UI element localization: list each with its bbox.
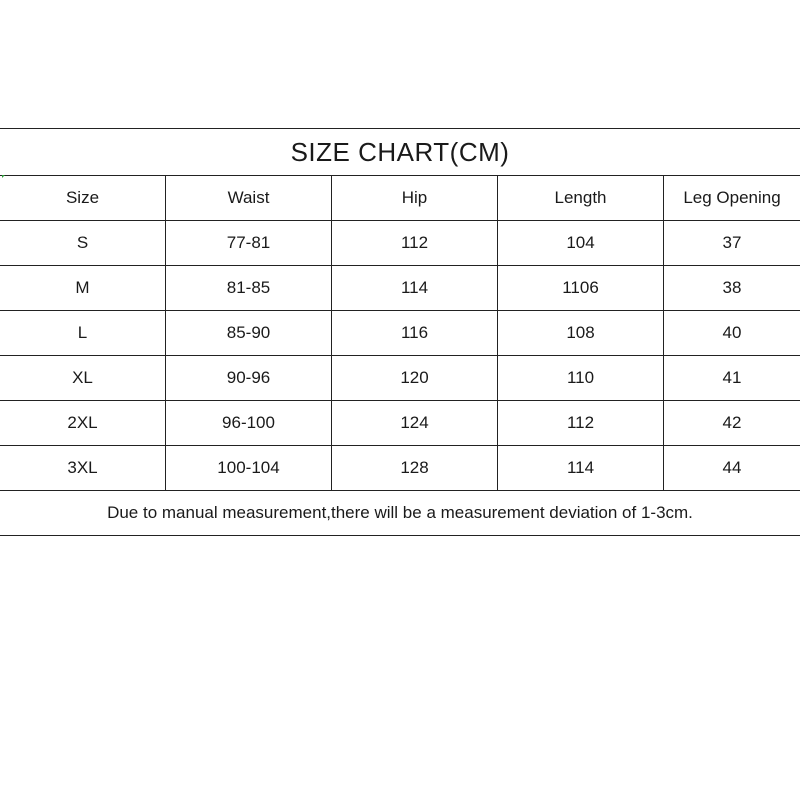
cell-size: M <box>0 266 166 310</box>
cell-hip: 114 <box>332 266 498 310</box>
table-row <box>0 356 800 401</box>
column-header-hip: Hip <box>332 176 498 220</box>
table-row <box>0 221 800 266</box>
table-row <box>0 446 800 491</box>
cell-waist: 77-81 <box>166 221 332 265</box>
cell-hip: 124 <box>332 401 498 445</box>
cell-leg-opening: 40 <box>722 323 742 342</box>
table-row <box>0 401 800 446</box>
cell-size: S <box>0 221 166 265</box>
table-row <box>0 311 800 356</box>
cell-leg-opening: 37 <box>722 233 742 252</box>
cell-length: 110 <box>498 356 664 400</box>
column-header-length: Length <box>498 176 664 220</box>
table-row <box>0 266 800 311</box>
cell-waist: 85-90 <box>166 311 332 355</box>
size-grid <box>0 176 800 491</box>
header-row <box>0 176 800 221</box>
cell-length: 112 <box>498 401 664 445</box>
cell-size: 2XL <box>0 401 166 445</box>
cell-leg-opening: 44 <box>722 458 742 477</box>
cell-waist: 96-100 <box>166 401 332 445</box>
chart-title: SIZE CHART(CM) <box>0 129 800 176</box>
cell-waist: 81-85 <box>166 266 332 310</box>
size-chart-table <box>0 128 800 536</box>
column-header-size: Size <box>0 176 166 220</box>
cell-waist: 100-104 <box>166 446 332 490</box>
cell-hip: 120 <box>332 356 498 400</box>
cell-leg-opening: 38 <box>722 278 742 297</box>
measurement-note: Due to manual measurement,there will be a measurement deviation of 1-3cm. <box>107 503 693 522</box>
cell-length: 1106 <box>498 266 664 310</box>
cell-leg-opening: 42 <box>722 413 742 432</box>
column-header-waist: Waist <box>166 176 332 220</box>
cell-length: 104 <box>498 221 664 265</box>
cell-hip: 112 <box>332 221 498 265</box>
cell-waist: 90-96 <box>166 356 332 400</box>
cell-size: 3XL <box>0 446 166 490</box>
cell-length: 114 <box>498 446 664 490</box>
cell-hip: 116 <box>332 311 498 355</box>
cell-size: XL <box>0 356 166 400</box>
cell-leg-opening: 41 <box>722 368 742 387</box>
column-header-leg-opening: Leg Opening <box>683 188 781 207</box>
cell-hip: 128 <box>332 446 498 490</box>
cell-length: 108 <box>498 311 664 355</box>
cell-size: L <box>0 311 166 355</box>
